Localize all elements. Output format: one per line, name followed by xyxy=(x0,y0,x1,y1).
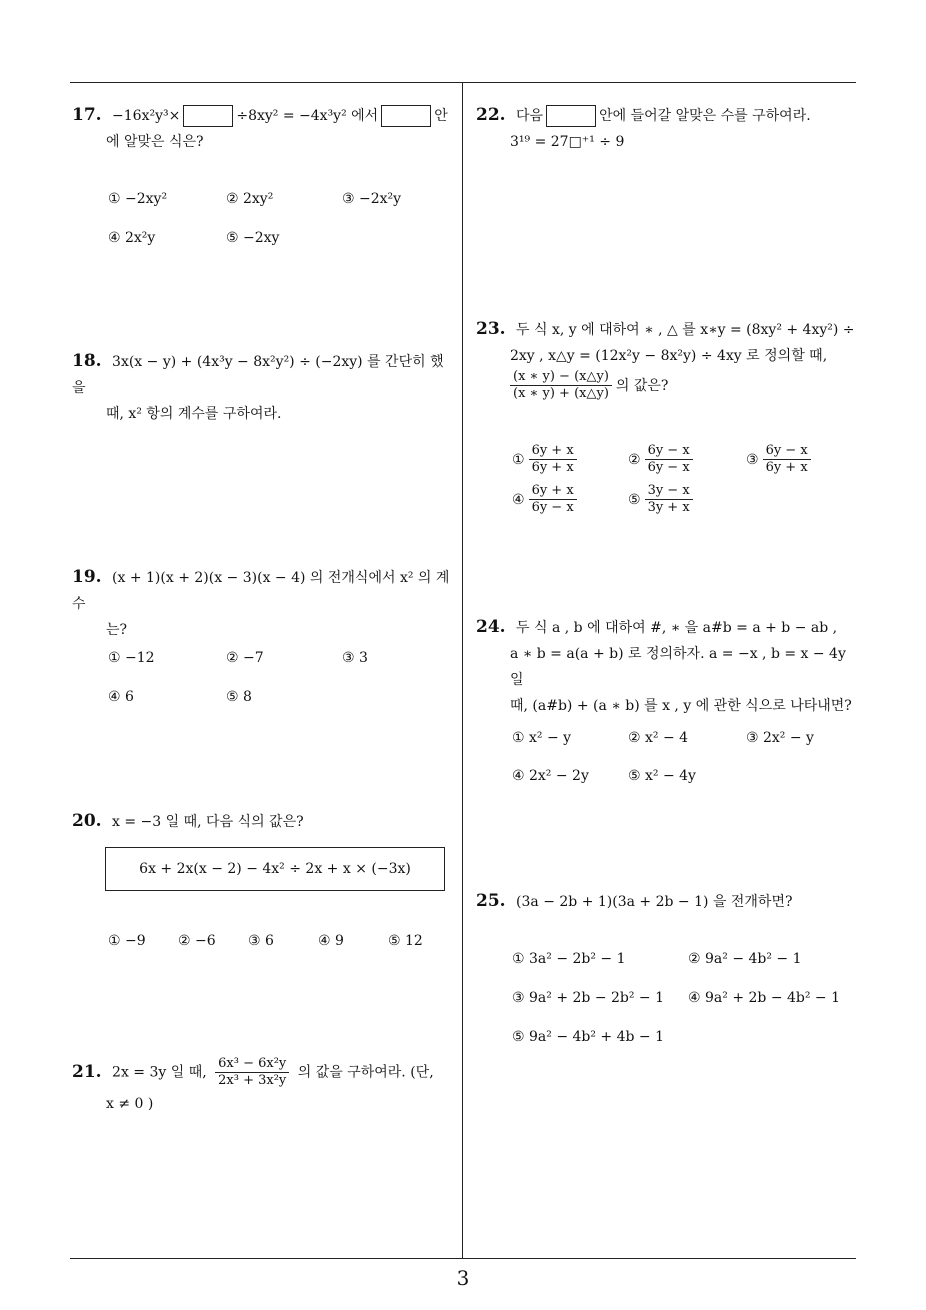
fraction xyxy=(645,483,693,516)
question-25 xyxy=(476,888,856,915)
option-4[interactable] xyxy=(512,483,581,516)
question-number: 22. xyxy=(476,105,506,125)
question-18 xyxy=(72,348,457,427)
question-stem-line2: x ≠ 0 ) xyxy=(106,1096,154,1112)
option-5[interactable]: ⑤ 9a² − 4b² + 4b − 1 xyxy=(512,1029,665,1045)
fraction-numerator: 3y − x xyxy=(645,483,693,500)
option-3[interactable]: ③ 3 xyxy=(342,650,368,666)
question-24 xyxy=(476,614,856,719)
option-2[interactable]: ② 9a² − 4b² − 1 xyxy=(688,951,802,967)
option-5[interactable]: ⑤ x² − 4y xyxy=(628,768,696,784)
option-5[interactable] xyxy=(628,483,697,516)
option-5[interactable]: ⑤ 12 xyxy=(388,933,423,949)
question-22 xyxy=(476,102,856,155)
option-1[interactable]: ① −2xy² xyxy=(108,191,168,207)
option-mark: ① xyxy=(512,451,525,468)
fraction-numerator: 6y − x xyxy=(645,443,693,460)
question-17 xyxy=(72,102,457,155)
option-1[interactable]: ① 3a² − 2b² − 1 xyxy=(512,951,626,967)
question-stem: 안 xyxy=(434,108,448,124)
fraction-denominator: 6y + x xyxy=(765,460,808,475)
option-mark: ⑤ xyxy=(628,491,641,508)
bottom-rule xyxy=(70,1258,856,1259)
question-stem-line2: a ∗ b = a(a + b) 로 정의하자. a = −x , b = x − 4y 일 xyxy=(510,646,846,688)
option-1[interactable]: ① −9 xyxy=(108,933,146,949)
fraction xyxy=(645,443,693,476)
question-stem: −16x²y³× xyxy=(112,108,181,124)
fraction xyxy=(215,1056,289,1089)
question-stem: 두 식 x, y 에 대하여 ∗ , △ 를 x∗y = (8xy² + 4xy²) ÷ xyxy=(516,322,855,338)
answer-blank xyxy=(183,105,233,127)
fraction-denominator: 3y + x xyxy=(647,500,690,515)
fraction-numerator: 6y − x xyxy=(763,443,811,460)
question-stem: 의 값을 구하여라. (단, xyxy=(297,1064,434,1081)
question-number: 19. xyxy=(72,567,102,587)
question-stem: 의 값은? xyxy=(615,377,669,394)
question-stem-line2: 는? xyxy=(106,622,128,638)
question-number: 25. xyxy=(476,891,506,911)
option-5[interactable]: ⑤ 8 xyxy=(226,689,252,705)
question-stem: 안에 들어갈 알맞은 수를 구하여라. xyxy=(599,108,811,124)
page-number: 3 xyxy=(456,1266,470,1290)
question-stem-line3 xyxy=(476,369,856,402)
top-rule xyxy=(70,82,856,83)
question-stem-line2: 에 알맞은 식은? xyxy=(106,134,204,150)
option-4[interactable]: ④ 6 xyxy=(108,689,134,705)
question-stem: (x + 1)(x + 2)(x − 3)(x − 4) 의 전개식에서 x² 의 계수 xyxy=(72,570,450,612)
option-mark: ② xyxy=(628,451,641,468)
fraction-numerator: (x ∗ y) − (x△y) xyxy=(510,369,612,386)
question-stem: 두 식 a , b 에 대하여 #, ∗ 을 a#b = a + b − ab , xyxy=(516,620,838,636)
option-2[interactable]: ② −7 xyxy=(226,650,264,666)
option-1[interactable]: ① x² − y xyxy=(512,730,572,746)
question-stem-line2: 때, x² 항의 계수를 구하여라. xyxy=(106,406,282,422)
expression-box: 6x + 2x(x − 2) − 4x² ÷ 2x + x × (−3x) xyxy=(105,847,445,891)
option-2[interactable]: ② x² − 4 xyxy=(628,730,689,746)
answer-blank xyxy=(381,105,431,127)
option-2[interactable]: ② 2xy² xyxy=(226,191,274,207)
option-4[interactable]: ④ 9 xyxy=(318,933,344,949)
question-21 xyxy=(72,1056,457,1119)
question-number: 18. xyxy=(72,351,102,371)
question-number: 17. xyxy=(72,105,102,125)
question-23 xyxy=(476,316,856,402)
option-3[interactable] xyxy=(746,443,815,476)
option-4[interactable]: ④ 2x²y xyxy=(108,230,156,246)
fraction-denominator: 6y + x xyxy=(531,460,574,475)
question-stem: 3x(x − y) + (4x³y − 8x²y²) ÷ (−2xy) 를 간단히 했을 xyxy=(72,354,444,396)
option-2[interactable] xyxy=(628,443,697,476)
fraction xyxy=(529,443,577,476)
option-3[interactable]: ③ 2x² − y xyxy=(746,730,814,746)
fraction-denominator: 2x³ + 3x²y xyxy=(218,1073,287,1088)
option-2[interactable]: ② −6 xyxy=(178,933,216,949)
question-stem: (3a − 2b + 1)(3a + 2b − 1) 을 전개하면? xyxy=(516,894,793,910)
question-stem: x = −3 일 때, 다음 식의 값은? xyxy=(112,814,304,830)
question-stem: ÷8xy² = −4x³y² 에서 xyxy=(236,108,379,124)
option-4[interactable]: ④ 9a² + 2b − 4b² − 1 xyxy=(688,990,841,1006)
fraction-numerator: 6y + x xyxy=(529,483,577,500)
question-number: 20. xyxy=(72,811,102,831)
fraction xyxy=(763,443,811,476)
option-3[interactable]: ③ 6 xyxy=(248,933,274,949)
question-number: 23. xyxy=(476,319,506,339)
fraction-numerator: 6x³ − 6x²y xyxy=(215,1056,289,1073)
answer-blank xyxy=(546,105,596,127)
question-20 xyxy=(72,808,457,835)
option-4[interactable]: ④ 2x² − 2y xyxy=(512,768,589,784)
question-number: 24. xyxy=(476,617,506,637)
option-1[interactable]: ① −12 xyxy=(108,650,155,666)
fraction xyxy=(529,483,577,516)
question-number: 21. xyxy=(72,1061,102,1082)
question-stem-line2: 3¹⁹ = 27□⁺¹ ÷ 9 xyxy=(510,134,625,150)
question-stem-line3: 때, (a#b) + (a ∗ b) 를 x , y 에 관한 식으로 나타내면? xyxy=(510,698,852,714)
fraction-denominator: (x ∗ y) + (x△y) xyxy=(513,386,609,401)
option-mark: ④ xyxy=(512,491,525,508)
question-stem: 2x = 3y 일 때, xyxy=(112,1064,207,1081)
option-mark: ③ xyxy=(746,451,759,468)
question-19 xyxy=(72,564,457,643)
option-5[interactable]: ⑤ −2xy xyxy=(226,230,280,246)
fraction-denominator: 6y − x xyxy=(531,500,574,515)
fraction-denominator: 6y − x xyxy=(647,460,690,475)
column-divider xyxy=(462,82,463,1258)
option-1[interactable] xyxy=(512,443,581,476)
option-3[interactable]: ③ 9a² + 2b − 2b² − 1 xyxy=(512,990,665,1006)
option-3[interactable]: ③ −2x²y xyxy=(342,191,402,207)
question-stem-line2: 2xy , x△y = (12x²y − 8x²y) ÷ 4xy 로 정의할 때, xyxy=(510,348,828,364)
fraction-numerator: 6y + x xyxy=(529,443,577,460)
fraction xyxy=(510,369,612,402)
question-stem: 다음 xyxy=(516,108,544,124)
